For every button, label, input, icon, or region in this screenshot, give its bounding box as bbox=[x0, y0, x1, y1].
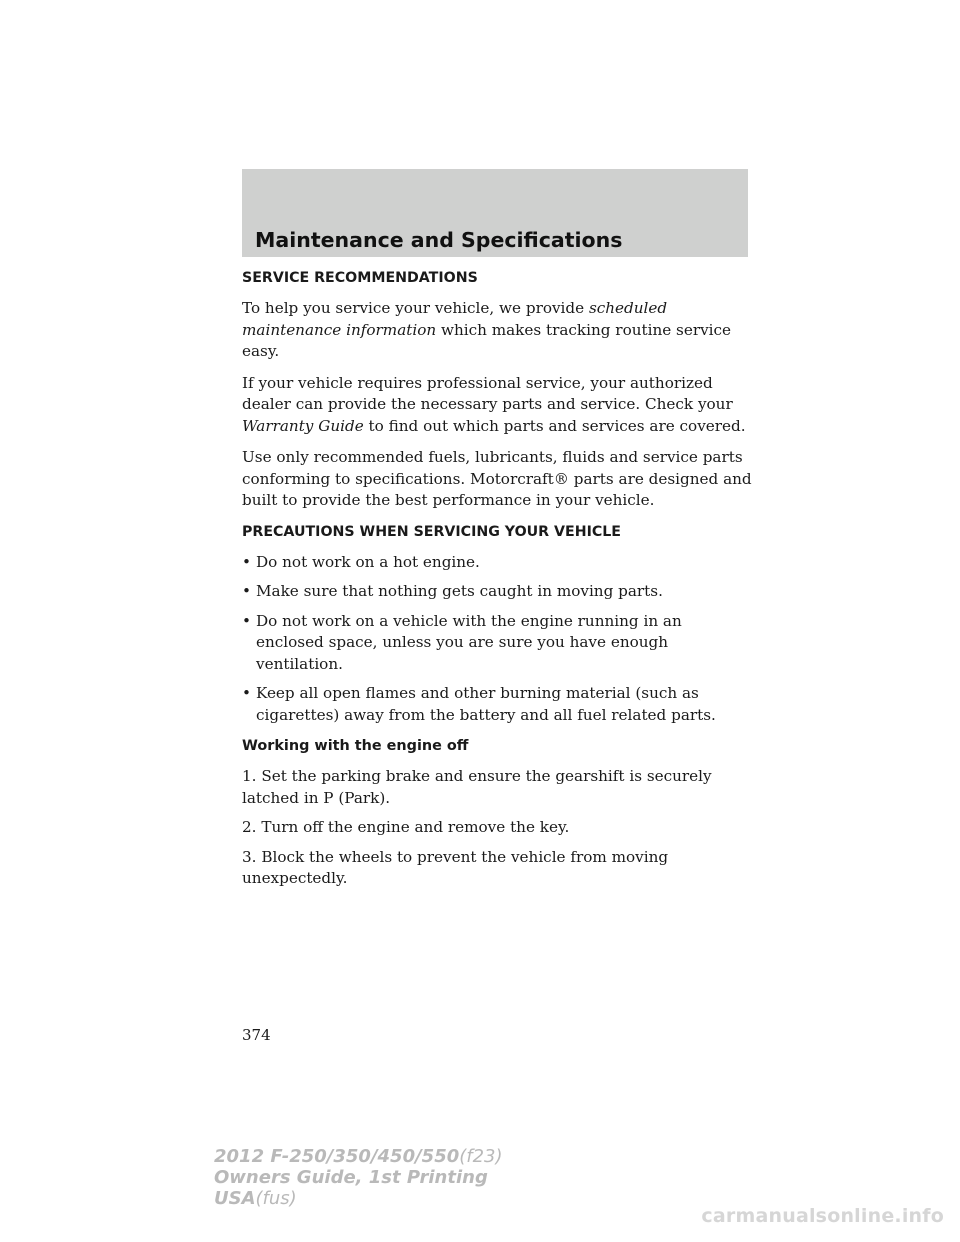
watermark: carmanualsonline.info bbox=[701, 1205, 944, 1227]
engine-off-step-2: 2. Turn off the engine and remove the key. bbox=[242, 818, 570, 836]
precautions-list bbox=[242, 552, 754, 727]
engine-off-heading: Working with the engine off bbox=[242, 738, 469, 754]
list-item bbox=[242, 581, 754, 603]
footer-model: 2012 F-250/350/450/550 bbox=[214, 1146, 460, 1167]
service-paragraph-2 bbox=[242, 373, 754, 438]
page-content bbox=[242, 268, 754, 898]
footer-market: USA bbox=[214, 1188, 256, 1209]
service-recommendations-heading: SERVICE RECOMMENDATIONS bbox=[242, 270, 478, 286]
section-header-band bbox=[242, 169, 748, 257]
footer-model-code: (f23) bbox=[459, 1146, 503, 1167]
engine-off-step-1: 1. Set the parking brake and ensure the gearshift is securely latched in P (Park). bbox=[242, 767, 712, 807]
list-item bbox=[242, 683, 754, 726]
list-item-text: Do not work on a vehicle with the engine running in an enclosed space, unless you are sure you have enough ventilation. bbox=[256, 611, 682, 673]
warranty-guide-term: Warranty Guide bbox=[242, 416, 364, 435]
section-title: Maintenance and Specifications bbox=[255, 228, 623, 252]
list-item-text: Make sure that nothing gets caught in moving parts. bbox=[256, 582, 663, 600]
bullet-icon: • bbox=[242, 684, 251, 702]
list-item-text: Do not work on a hot engine. bbox=[256, 552, 480, 571]
print-footer bbox=[214, 1146, 503, 1209]
footer-line-model bbox=[214, 1146, 503, 1167]
footer-line-market bbox=[214, 1188, 503, 1209]
service-p1-text: To help you service your vehicle, we provide bbox=[242, 299, 585, 317]
bullet-icon: • bbox=[242, 552, 251, 571]
scheduled-maintenance-term: scheduled maintenance information bbox=[242, 299, 668, 339]
bullet-icon: • bbox=[242, 582, 251, 600]
service-p2-text-end: to find out which parts and services are covered. bbox=[368, 416, 746, 435]
service-paragraph-1 bbox=[242, 298, 754, 363]
service-paragraph-3: Use only recommended fuels, lubricants, fluids and service parts conforming to specifications. Motorcraft® parts are designed and built to provide the best performance in your vehicle. bbox=[242, 448, 752, 509]
service-p1-text-end: which makes tracking routine service easy. bbox=[242, 320, 732, 360]
service-p2-text: If your vehicle requires professional service, your authorized dealer can provide the necessary parts and service. Check your bbox=[242, 373, 733, 413]
bullet-icon: • bbox=[242, 611, 251, 630]
footer-market-code: (fus) bbox=[255, 1188, 297, 1209]
list-item bbox=[242, 611, 754, 676]
list-item bbox=[242, 552, 754, 574]
precautions-heading: PRECAUTIONS WHEN SERVICING YOUR VEHICLE bbox=[242, 523, 621, 540]
page-number: 374 bbox=[242, 1026, 271, 1044]
list-item-text: Keep all open flames and other burning material (such as cigarettes) away from the battery and all fuel related parts. bbox=[256, 684, 716, 724]
footer-line-guide: Owners Guide, 1st Printing bbox=[214, 1167, 488, 1188]
engine-off-step-3: 3. Block the wheels to prevent the vehicle from moving unexpectedly. bbox=[242, 847, 669, 887]
